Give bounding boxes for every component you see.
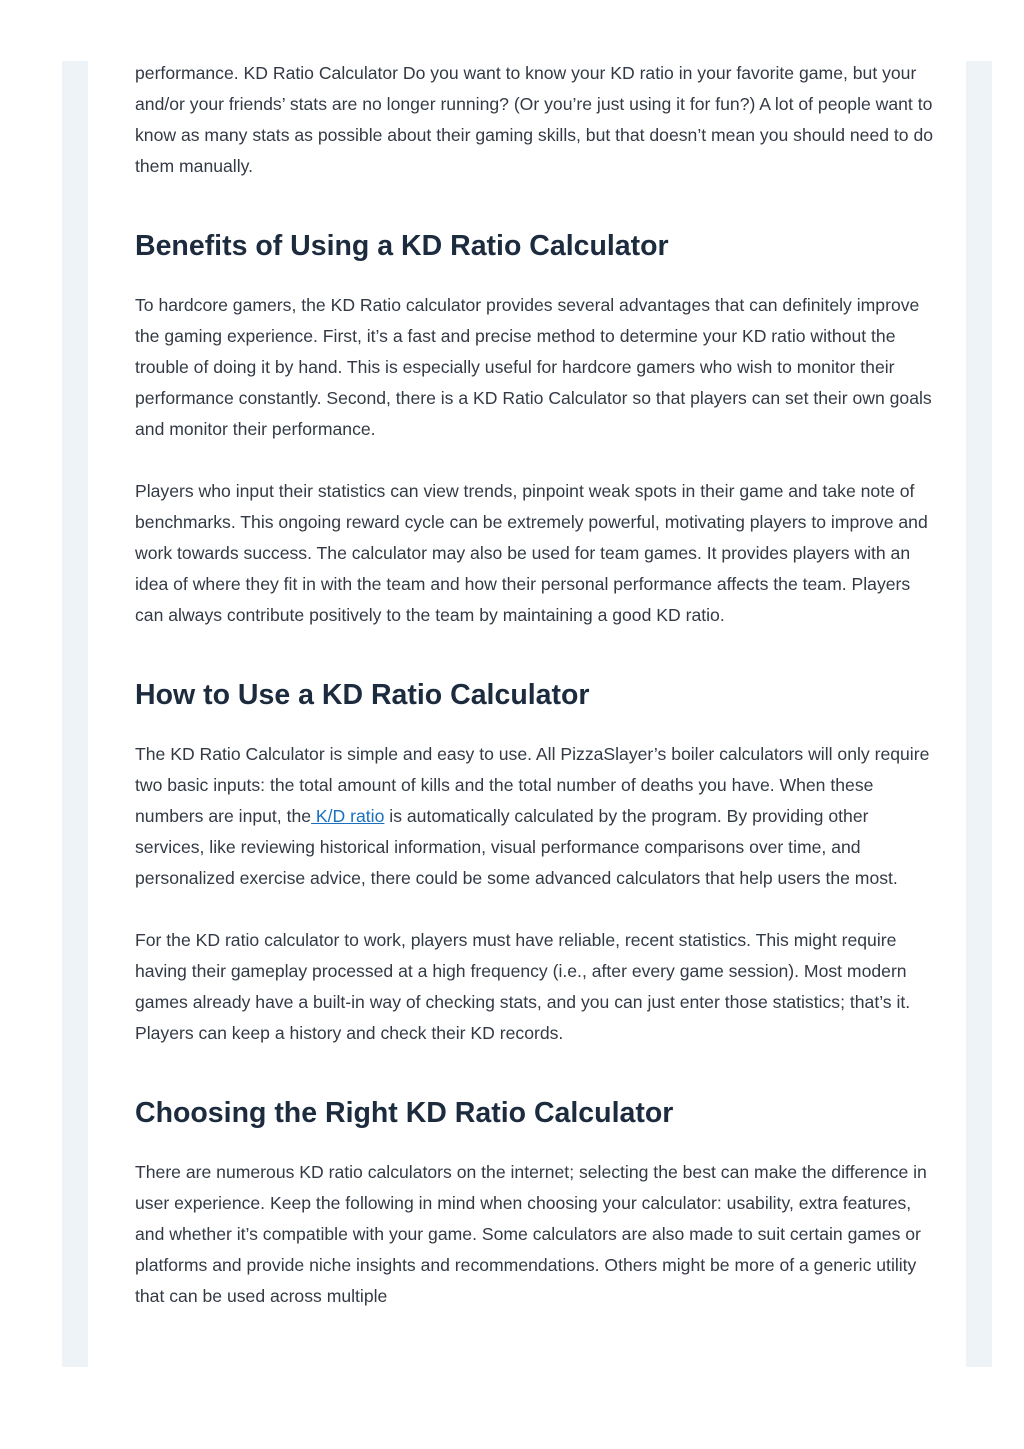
intro-paragraph: performance. KD Ratio Calculator Do you want to know your KD ratio in your favorite game, but your and/or your friends’ stats are no longer running? (Or you’re just using it for fun?) A lot of people want to know as many stats as possible about their gaming skills, but that doesn’t mean you should need to do them manually. (135, 63, 934, 176)
paragraph-text: is automatically calculated by the program. By providing other services, like reviewing historical information, visual performance comparisons over time, and personalized exercise advice, there could be some advanced calculators that help users the most. (135, 806, 898, 888)
section-benefits (135, 228, 935, 631)
section-heading: Choosing the Right KD Ratio Calculator (135, 1097, 674, 1129)
paragraph: Players who input their statistics can view trends, pinpoint weak spots in their game and take note of benchmarks. This ongoing reward cycle can be extremely powerful, motivating players to improve and work towards success. The calculator may also be used for team games. It provides players with an idea of where they fit in with the team and how their personal performance affects the team. Players can always contribute positively to the team by maintaining a good KD ratio. (135, 481, 928, 625)
paragraph (135, 739, 935, 894)
paragraph: There are numerous KD ratio calculators on the internet; selecting the best can make the difference in user experience. Keep the following in mind when choosing your calculator: usability, extra features, and whether it’s compatible with your game. Some calculators are also made to suit certain games or platforms and provide niche insights and recommendations. Others might be more of a generic utility that can be used across multiple (135, 1162, 927, 1306)
paragraph: To hardcore gamers, the KD Ratio calculator provides several advantages that can definitely improve the gaming experience. First, it’s a fast and precise method to determine your KD ratio without the trouble of doing it by hand. This is especially useful for hardcore gamers who wish to monitor their performance constantly. Second, there is a KD Ratio Calculator so that players can set their own goals and monitor their performance. (135, 295, 932, 439)
paragraph-text: The KD Ratio Calculator is simple and easy to use. All PizzaSlayer’s boiler calculators will only require two basic inputs: the total amount of kills and the total number of deaths you have. When these numbers are input, the (135, 744, 930, 826)
section-choosing (135, 1095, 935, 1312)
right-margin-bar (966, 61, 992, 1367)
section-how-to-use (135, 677, 935, 1049)
section-heading: How to Use a KD Ratio Calculator (135, 679, 590, 711)
section-heading: Benefits of Using a KD Ratio Calculator (135, 230, 669, 262)
left-margin-bar (62, 61, 88, 1367)
kd-ratio-link[interactable]: K/D ratio (311, 806, 385, 826)
article-content (135, 58, 935, 1312)
paragraph: For the KD ratio calculator to work, players must have reliable, recent statistics. This might require having their gameplay processed at a high frequency (i.e., after every game session). Most modern games already have a built-in way of checking stats, and you can just enter those statistics; that’s it. Players can keep a history and check their KD records. (135, 930, 911, 1043)
